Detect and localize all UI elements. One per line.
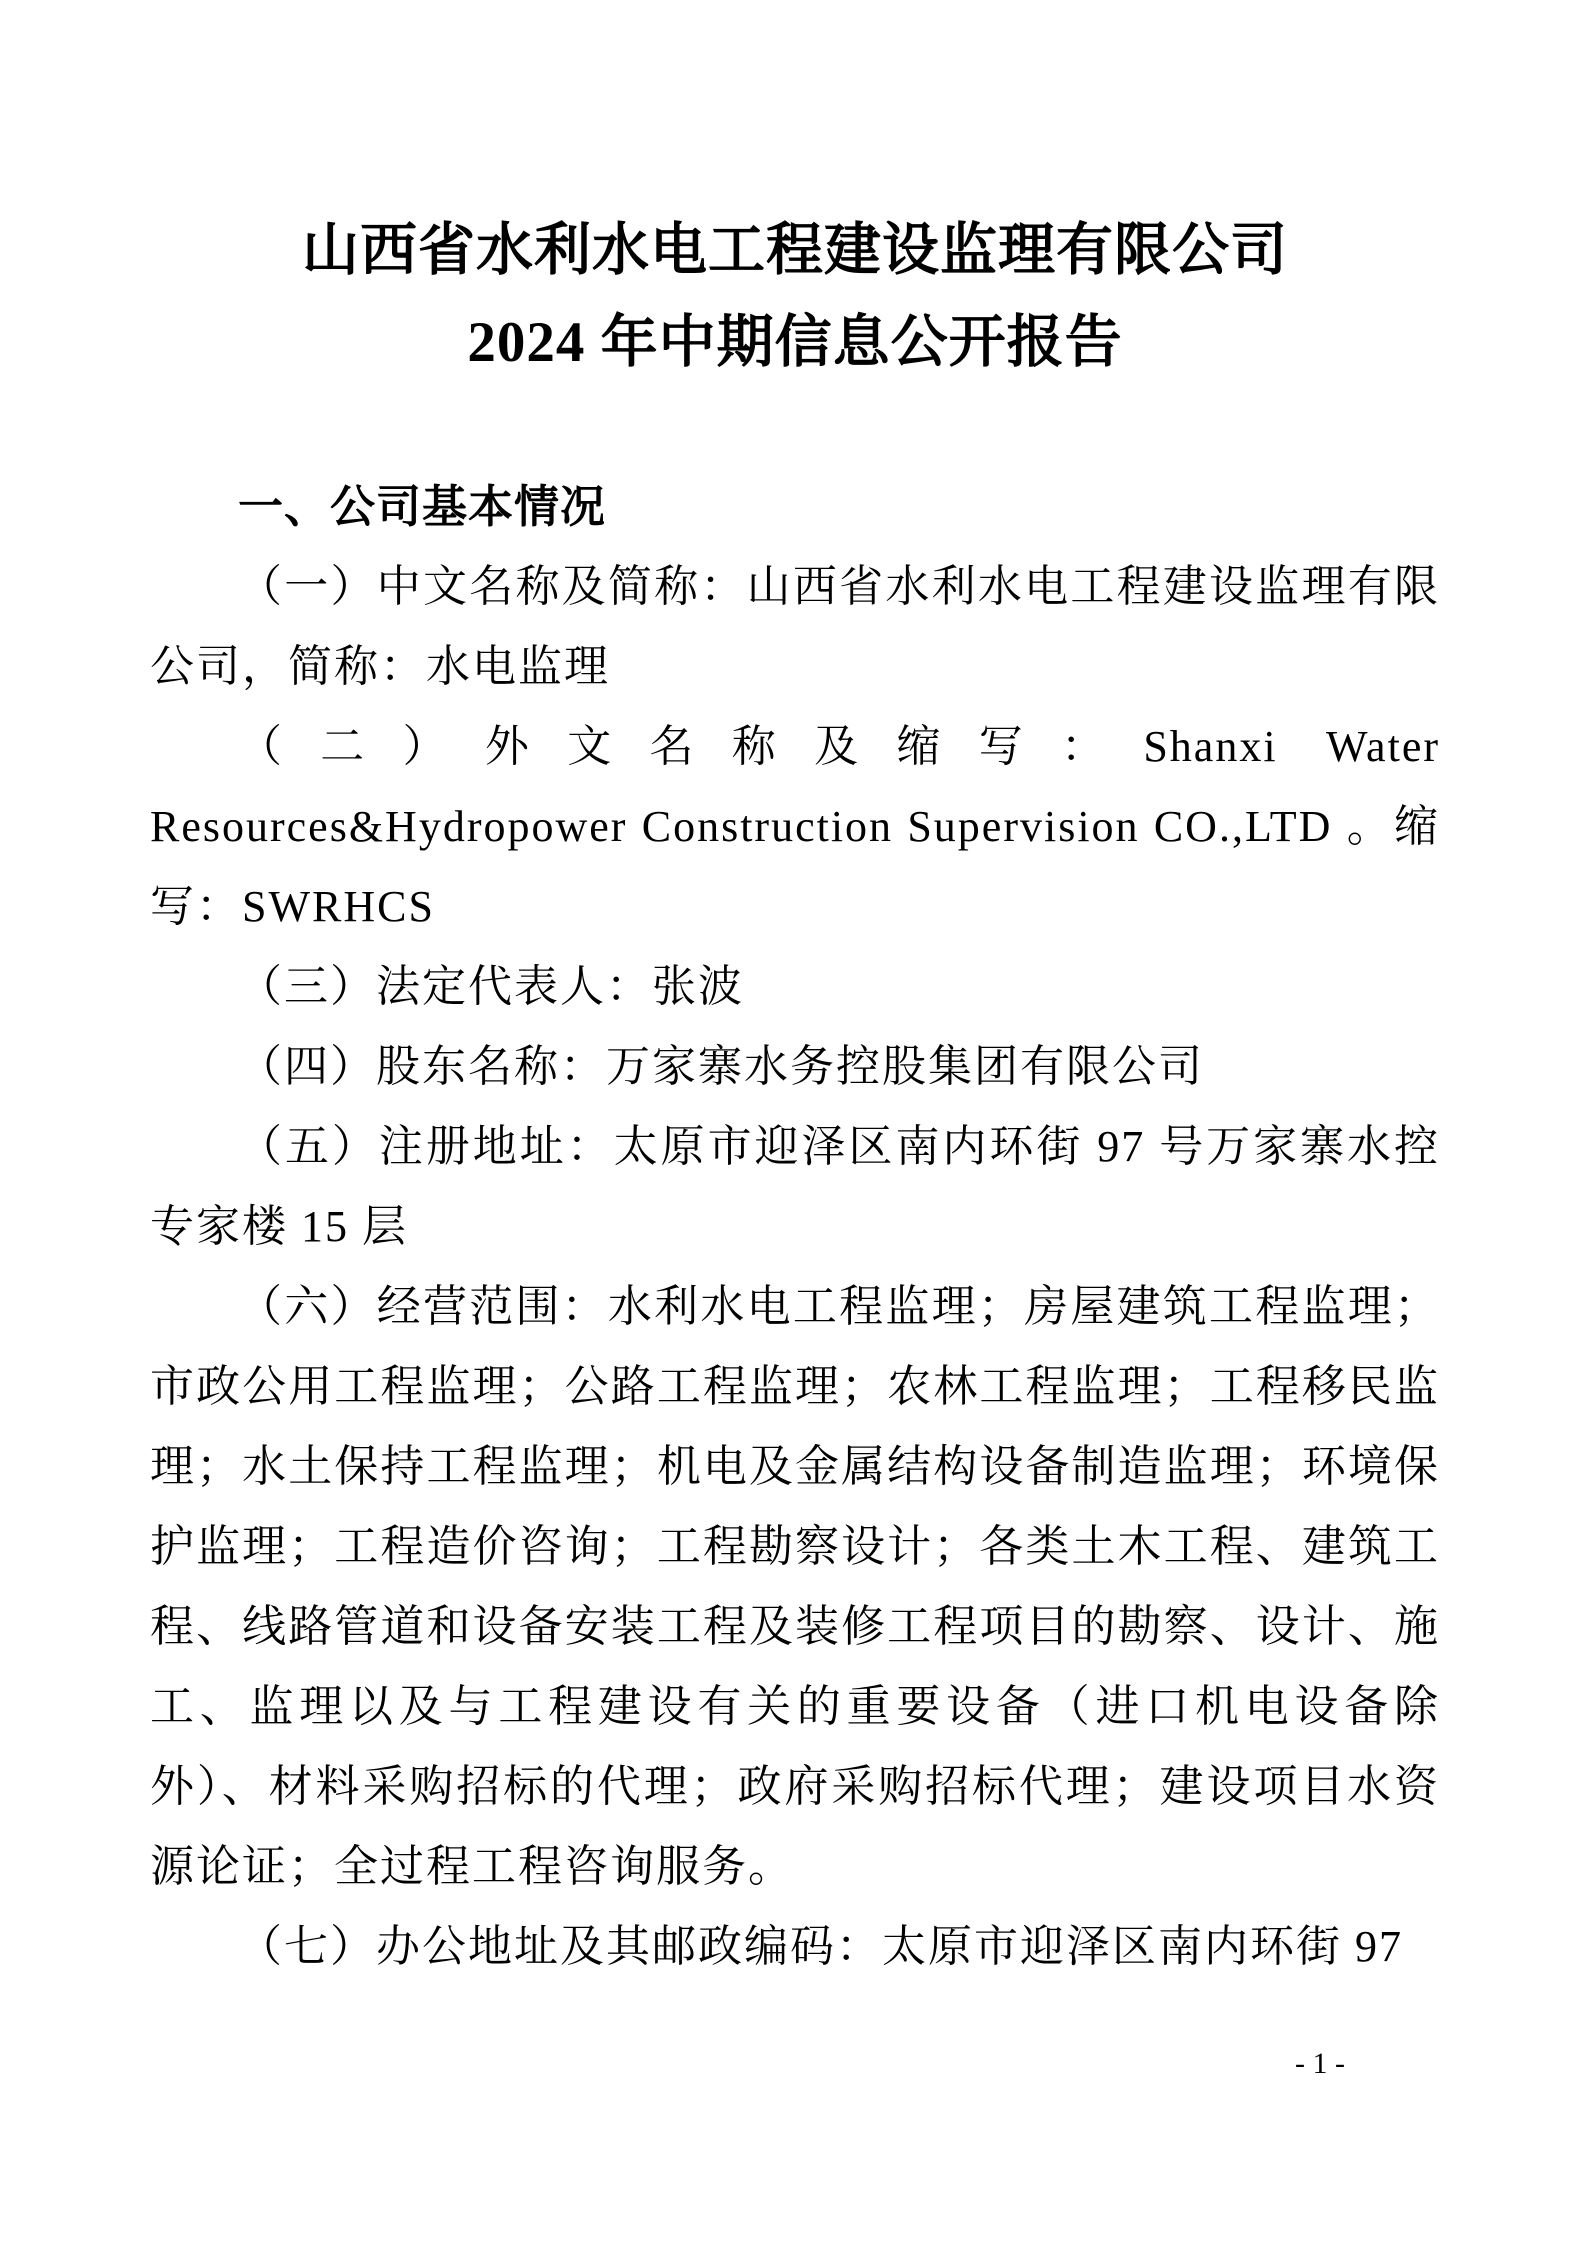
document-title-line1: 山西省水利水电工程建设监理有限公司 xyxy=(302,219,1288,282)
paragraph-business-scope: （六）经营范围：水利水电工程监理；房屋建筑工程监理；市政公用工程监理；公路工程监理；农林工程监理；工程移民监理；水土保持工程监理；机电及金属结构设备制造监理；环境保护监理；工程造价咨询；工程勘察设计；各类土木工程、建筑工程、线路管道和设备安装工程及装修工程项目的勘察、设计、施工、监理以及与工程建设有关的重要设备（进口机电设备除外）、材料采购招标的代理；政府采购招标代理；建设项目水资源论证；全过程工程咨询服务。 xyxy=(150,1282,1440,1891)
paragraph-legal-representative: （三）法定代表人：张波 xyxy=(238,962,744,1011)
paragraph-registered-address: （五）注册地址：太原市迎泽区南内环街 97 号万家寨水控专家楼 15 层 xyxy=(150,1122,1440,1251)
document-title xyxy=(150,205,1440,389)
page-number: - 1 - xyxy=(1295,2047,1345,2080)
section-heading: 一、公司基本情况 xyxy=(238,481,607,532)
paragraph-shareholder: （四）股东名称：万家寨水务控股集团有限公司 xyxy=(238,1042,1204,1091)
paragraph-chinese-name: （一）中文名称及简称：山西省水利水电工程建设监理有限公司，简称：水电监理 xyxy=(150,562,1440,691)
paragraph-office-address: （七）办公地址及其邮政编码：太原市迎泽区南内环街 97 xyxy=(238,1922,1403,1971)
paragraph-foreign-name: （二）外文名称及缩写：Shanxi Water Resources&Hydropower Construction Supervision CO.,LTD 。缩写：SWRHCS xyxy=(150,722,1440,931)
document-title-line2: 2024 年中期信息公开报告 xyxy=(467,311,1123,374)
document-body xyxy=(150,547,1440,1987)
